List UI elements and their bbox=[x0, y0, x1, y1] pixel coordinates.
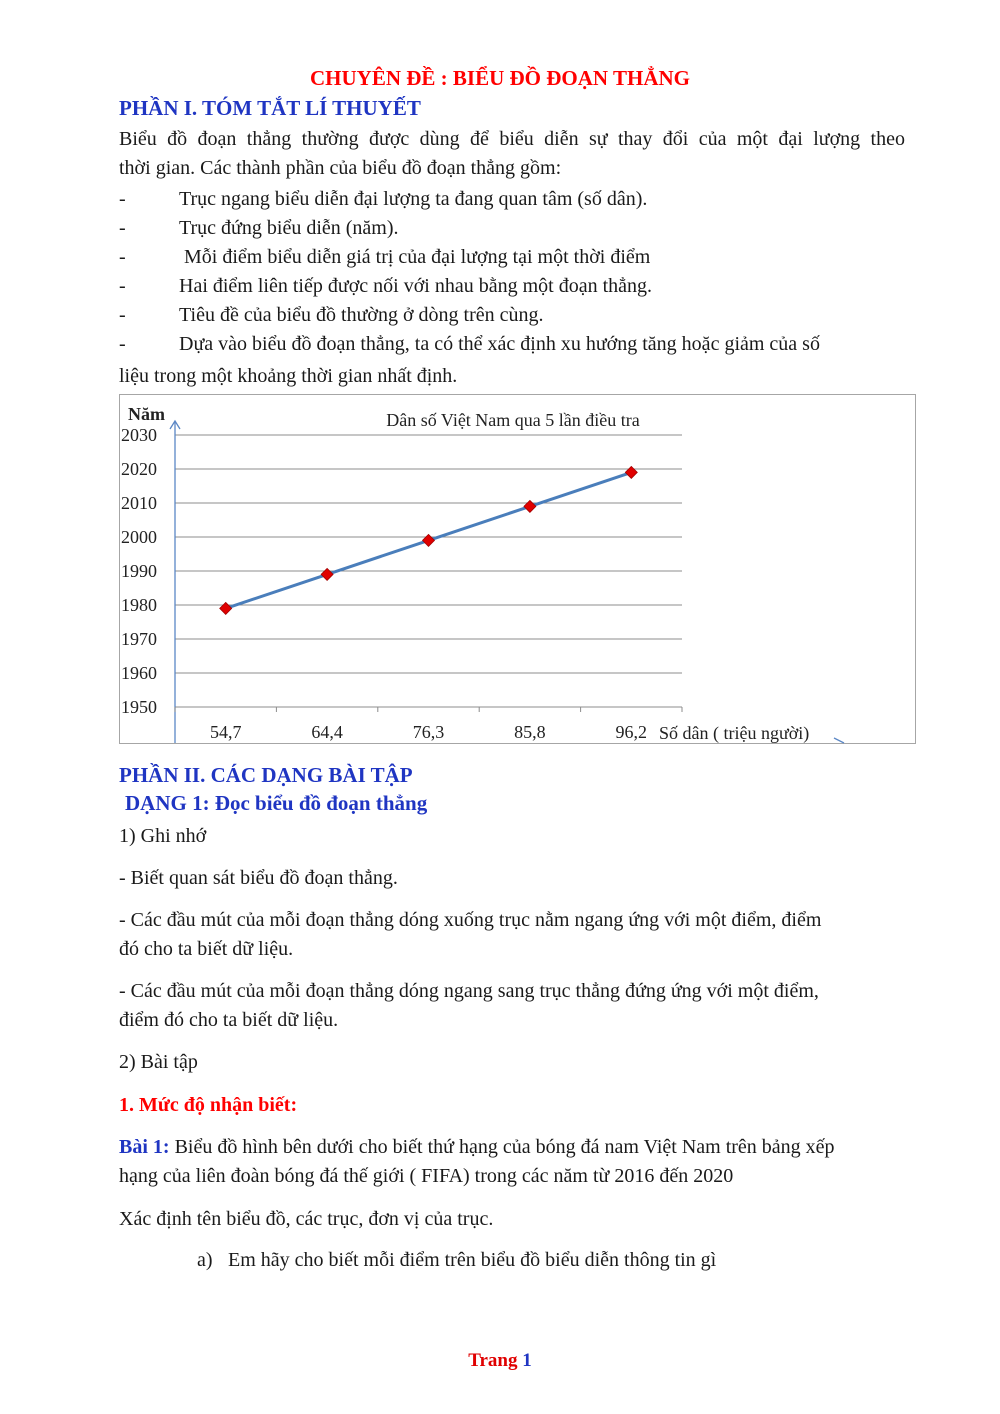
part1-intro-line1: Biểu đồ đoạn thẳng thường được dùng để biểu diễn sự thay đổi của một đại lượng theo bbox=[119, 128, 905, 150]
page-footer bbox=[0, 1350, 1000, 1372]
page-number: 1 bbox=[522, 1350, 532, 1371]
chart-x-axis-label: Số dân ( triệu người) bbox=[659, 723, 810, 743]
muc-do-heading: 1. Mức độ nhận biết: bbox=[119, 1094, 298, 1116]
data-point-marker bbox=[220, 602, 232, 614]
paragraph: - Biết quan sát biểu đồ đoạn thẳng. bbox=[119, 867, 398, 889]
data-point-marker bbox=[423, 534, 435, 546]
bullet-continuation: liệu trong một khoảng thời gian nhất định. bbox=[119, 365, 458, 387]
paragraph: điểm đó cho ta biết dữ liệu. bbox=[119, 1009, 339, 1031]
chart-y-axis-label: Năm bbox=[128, 404, 165, 424]
item-a-text: Em hãy cho biết mỗi điểm trên biểu đồ biểu diễn thông tin gì bbox=[228, 1249, 717, 1271]
bullet-dash: - bbox=[119, 217, 126, 239]
chart-title: Dân số Việt Nam qua 5 lần điều tra bbox=[386, 410, 640, 430]
bai-tap-heading: 2) Bài tập bbox=[119, 1051, 198, 1073]
x-tick-label: 85,8 bbox=[514, 722, 546, 742]
item-a-label: a) bbox=[197, 1249, 213, 1271]
xac-dinh-text: Xác định tên biểu đồ, các trục, đơn vị của trục. bbox=[119, 1208, 494, 1230]
part2-heading: PHẦN II. CÁC DẠNG BÀI TẬP bbox=[119, 763, 413, 787]
data-point-marker bbox=[321, 568, 333, 580]
y-tick-label: 2020 bbox=[121, 459, 157, 479]
page-label: Trang bbox=[468, 1350, 518, 1371]
document-title: CHUYÊN ĐỀ : BIỂU ĐỒ ĐOẠN THẲNG bbox=[310, 66, 690, 90]
x-axis-arrow bbox=[834, 738, 844, 743]
bullet-dash: - bbox=[119, 275, 126, 297]
y-tick-label: 1980 bbox=[121, 595, 157, 615]
bullet-text: Trục ngang biểu diễn đại lượng ta đang quan tâm (số dân). bbox=[179, 188, 648, 210]
bullet-dash: - bbox=[119, 188, 126, 210]
ghi-nho-heading: 1) Ghi nhớ bbox=[119, 825, 207, 847]
paragraph: - Các đầu mút của mỗi đoạn thẳng dóng xuống trục nằm ngang ứng với một điểm, điểm bbox=[119, 909, 822, 931]
bullet-dash: - bbox=[119, 304, 126, 326]
y-tick-label: 1970 bbox=[121, 629, 157, 649]
bullet-text: Trục đứng biểu diễn (năm). bbox=[179, 217, 399, 239]
bai1-line1 bbox=[119, 1133, 835, 1162]
x-tick-label: 96,2 bbox=[615, 722, 648, 742]
paragraph: - Các đầu mút của mỗi đoạn thẳng dóng ngang sang trục thẳng đứng ứng với một điểm, bbox=[119, 980, 819, 1002]
part1-heading: PHẦN I. TÓM TẮT LÍ THUYẾT bbox=[119, 96, 421, 120]
y-tick-label: 2000 bbox=[121, 527, 157, 547]
bullet-text: Tiêu đề của biểu đồ thường ở dòng trên cùng. bbox=[179, 304, 544, 326]
paragraph: đó cho ta biết dữ liệu. bbox=[119, 938, 294, 960]
y-tick-label: 1990 bbox=[121, 561, 157, 581]
data-point-marker bbox=[625, 466, 637, 478]
bullet-text: Hai điểm liên tiếp được nối với nhau bằng một đoạn thẳng. bbox=[179, 275, 653, 297]
bullet-dash: - bbox=[119, 246, 126, 268]
y-tick-label: 2030 bbox=[121, 425, 157, 445]
part1-intro-line2: thời gian. Các thành phần của biểu đồ đoạn thẳng gồm: bbox=[119, 157, 562, 179]
bullet-text: Mỗi điểm biểu diễn giá trị của đại lượng tại một thời điểm bbox=[179, 246, 651, 268]
bai1-line2: hạng của liên đoàn bóng đá thế giới ( FIFA) trong các năm từ 2016 đến 2020 bbox=[119, 1165, 734, 1187]
data-point-marker bbox=[524, 500, 536, 512]
bullet-text: Dựa vào biểu đồ đoạn thẳng, ta có thể xác định xu hướng tăng hoặc giảm của số bbox=[179, 333, 820, 355]
bullet-dash: - bbox=[119, 333, 126, 355]
dang1-heading: DẠNG 1: Đọc biểu đồ đoạn thẳng bbox=[125, 791, 428, 815]
x-tick-label: 64,4 bbox=[311, 722, 343, 742]
bai1-label: Bài 1: bbox=[119, 1136, 170, 1158]
y-tick-label: 1960 bbox=[121, 663, 157, 683]
y-tick-label: 1950 bbox=[121, 697, 157, 717]
x-tick-label: 54,7 bbox=[209, 722, 242, 742]
y-tick-label: 2010 bbox=[121, 493, 157, 513]
bai1-text: Biểu đồ hình bên dưới cho biết thứ hạng của bóng đá nam Việt Nam trên bảng xếp bbox=[169, 1136, 835, 1158]
x-tick-label: 76,3 bbox=[412, 722, 445, 742]
